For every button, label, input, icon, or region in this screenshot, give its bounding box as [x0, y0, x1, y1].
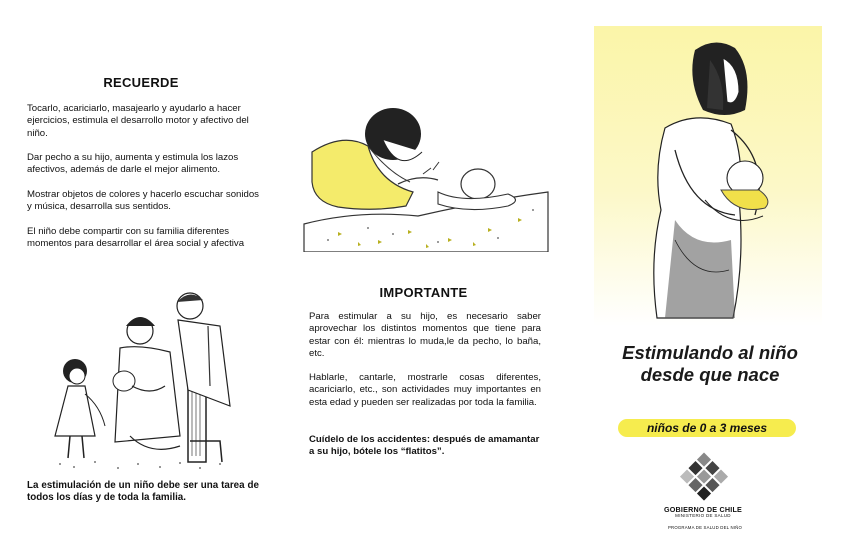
family-illustration — [40, 286, 240, 472]
middle-panel — [282, 0, 565, 556]
recuerde-paragraph-4: El niño debe compartir con su familia diferentes momentos para desarrollar el área social y afectiva — [27, 226, 245, 250]
left-panel — [0, 0, 282, 556]
cover-title-line-1: Estimulando al niño — [622, 342, 798, 363]
cover-panel — [565, 0, 848, 556]
family-caption: La estimulación de un niño debe ser una tarea de todos los días y de toda la familia. — [27, 480, 259, 504]
importante-paragraph-2: Hablarle, cantarle, mostrarle cosas diferentes, acariciarlo, etc., son actividades muy importantes en esta edad y pueden ser realizadas por toda la familia. — [309, 372, 541, 408]
government-logo-icon — [678, 452, 730, 504]
ministry-name: MINISTERIO DE SALUD — [675, 513, 731, 518]
recuerde-heading: RECUERDE — [103, 75, 179, 90]
massage-illustration — [298, 82, 552, 252]
cover-title — [585, 342, 835, 386]
recuerde-paragraph-1: Tocarlo, acariciarlo, masajearlo y ayudarlo a hacer ejercicios, estimula el desarrollo motor y afectivo del niño. — [27, 103, 249, 139]
recuerde-paragraph-2: Dar pecho a su hijo, aumenta y estimula los lazos afectivos, además de darle el mejor alimento. — [27, 152, 239, 176]
recuerde-paragraph-3: Mostrar objetos de colores y hacerlo escuchar sonidos y música, desarrolla sus sentidos. — [27, 189, 259, 213]
cover-title-line-2: desde que nace — [640, 364, 780, 385]
accident-warning: Cuídelo de los accidentes: después de amamantar a su hijo, bótele los “flatitos”. — [309, 434, 540, 458]
importante-heading: IMPORTANTE — [379, 285, 468, 300]
importante-paragraph-1: Para estimular a su hijo, es necesario saber aprovechar los distintos momentos que tiene para estar con él: mientras lo muda,le da pecho, lo baña, etc. — [309, 311, 541, 360]
government-name: GOBIERNO DE CHILE — [663, 505, 743, 514]
program-name: PROGRAMA DE SALUD DEL NIÑO — [667, 525, 743, 530]
breastfeeding-illustration — [635, 40, 795, 322]
age-range-badge: niños de 0 a 3 meses — [618, 419, 796, 437]
